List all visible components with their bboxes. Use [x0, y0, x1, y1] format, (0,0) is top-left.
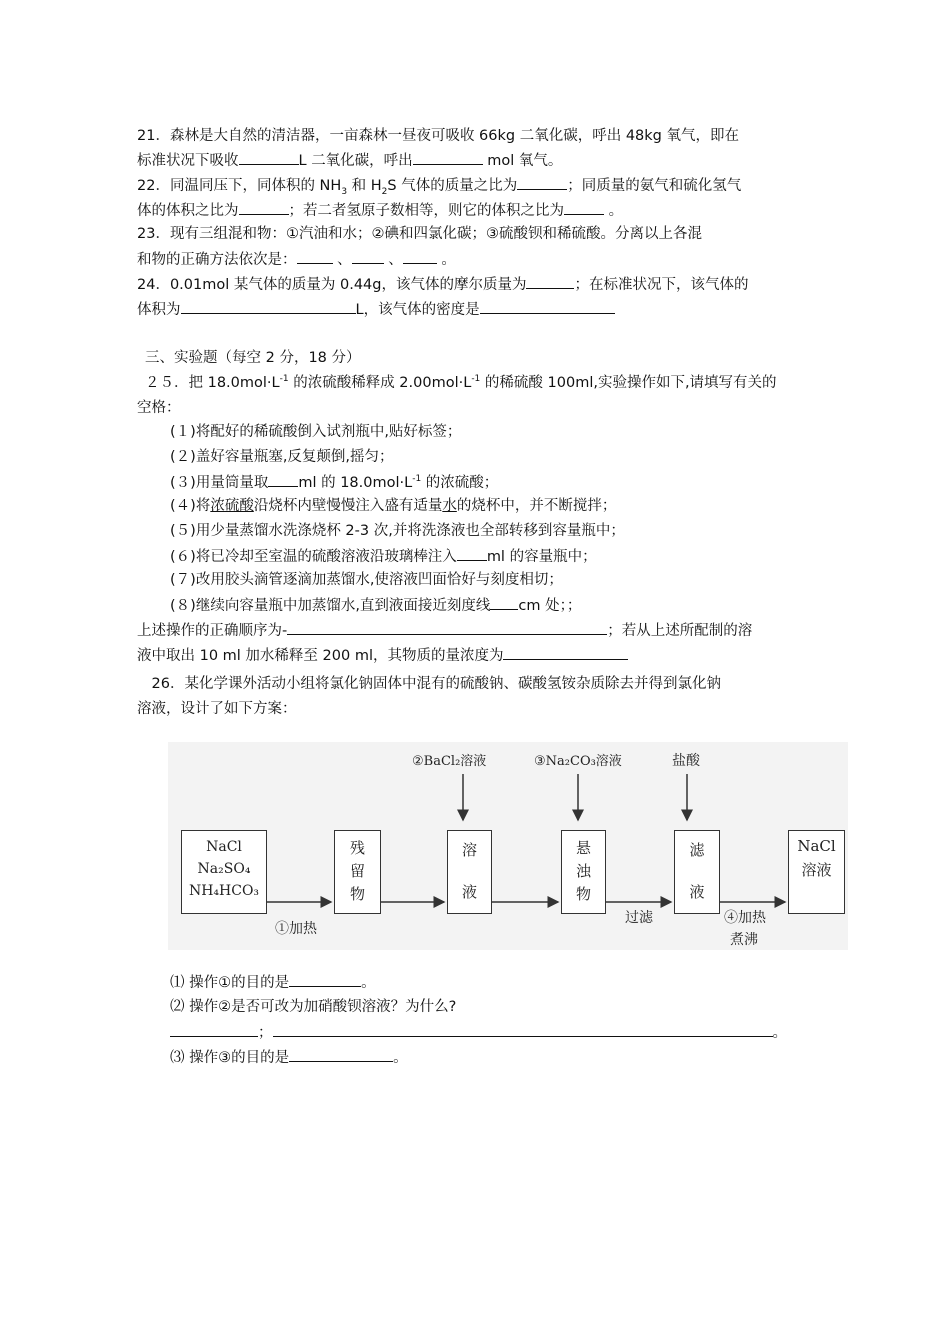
q23-line2: 和物的正确方法依次是： 、 、 。	[137, 247, 817, 273]
q25-line2: 空格：	[137, 400, 181, 416]
answer-blank[interactable]	[287, 618, 607, 635]
q25-line1: ２５．把 $18.0mol\cdot L^{-1}$ 的浓硫酸稀释成 $2.00mol\cdot L^{-1}$ 的稀硫酸 100ml,实验操作如下,请填写有关的	[145, 374, 777, 391]
reagent-hcl: 盐酸	[672, 753, 700, 769]
answer-blank[interactable]	[170, 1020, 258, 1037]
step-6: (６)将已冷却至室温的硫酸溶液沿玻璃棒注入 ml 的容量瓶中；	[170, 544, 850, 570]
answer-blank[interactable]	[564, 198, 604, 215]
op-heat: ①加热	[275, 921, 317, 937]
answer-blank[interactable]	[517, 173, 567, 190]
q25-concentration-line: 液中取出 10 ml 加水稀释至 200 ml，其物质的量浓度为	[137, 643, 817, 669]
box-nacl-solution: NaCl 溶液	[788, 830, 845, 914]
flow-diagram	[168, 742, 848, 950]
op-boil: 煮沸	[730, 932, 758, 948]
answer-blank[interactable]	[239, 148, 299, 165]
step-7: (７)改用胶头滴管逐滴加蒸馏水,使溶液凹面恰好与刻度相切；	[170, 572, 563, 588]
q21-line2: 标准状况下吸收 L 二氧化碳，呼出 mol 氧气。	[137, 148, 817, 174]
reagent-bacl2: ②BaCl₂溶液	[412, 754, 487, 769]
step-1: (１)将配好的稀硫酸倒入试剂瓶中,贴好标签；	[170, 424, 462, 440]
box-mixture: NaCl Na₂SO₄ NH₄HCO₃	[181, 830, 267, 914]
answer-blank[interactable]	[490, 593, 518, 610]
q24-line1: 24．0.01mol 某气体的质量为 0.44g，该气体的摩尔质量为 ；在标准状况下，该气体的	[137, 272, 817, 298]
q26-sub1: ⑴ 操作①的目的是 。	[170, 970, 850, 996]
answer-blank[interactable]	[181, 297, 356, 314]
answer-blank[interactable]	[480, 297, 615, 314]
q25-order-line: 上述操作的正确顺序为- ；若从上述所配制的溶	[137, 618, 817, 644]
answer-blank[interactable]	[289, 1045, 393, 1062]
step-8: (８)继续向容量瓶中加蒸馏水,直到液面接近刻度线 cm 处；；	[170, 593, 850, 619]
answer-blank[interactable]	[268, 470, 298, 487]
step-5: (５)用少量蒸馏水洗涤烧杯 2-3 次,并将洗涤液也全部转移到容量瓶中；	[170, 523, 625, 539]
q22-line2: 体的体积之比为 ；若二者氢原子数相等，则它的体积之比为 。	[137, 198, 817, 224]
section-heading: 三、实验题（每空 2 分，18 分）	[145, 350, 361, 366]
q26-line1: 26．某化学课外活动小组将氯化钠固体中混有的硫酸钠、碳酸氢铵杂质除去并得到氯化钠	[137, 676, 721, 692]
op-heat-boil: ④加热	[724, 910, 766, 926]
answer-blank[interactable]	[273, 1020, 773, 1037]
step-3: (３)用量筒量取 ml 的 $18.0mol\cdot L^{-1}$ 的浓硫酸；	[170, 470, 850, 496]
answer-blank[interactable]	[352, 247, 384, 264]
answer-blank[interactable]	[239, 198, 289, 215]
q24-line2: 体积为 L，该气体的密度是	[137, 297, 817, 323]
reagent-na2co3: ③Na₂CO₃溶液	[534, 754, 622, 769]
answer-blank[interactable]	[297, 247, 333, 264]
answer-blank[interactable]	[403, 247, 437, 264]
op-filter: 过滤	[625, 910, 653, 926]
answer-blank[interactable]	[289, 970, 361, 987]
q26-sub2-answer: ； 。	[170, 1020, 850, 1046]
box-filtrate: 滤 液	[674, 830, 720, 914]
answer-blank[interactable]	[457, 544, 487, 561]
step-2: (２)盖好容量瓶塞,反复颠倒,摇匀；	[170, 449, 394, 465]
answer-blank[interactable]	[413, 148, 483, 165]
q26-sub3: ⑶ 操作③的目的是 。	[170, 1045, 850, 1071]
box-suspension: 悬 浊 物	[561, 830, 606, 914]
step-4: (４)将浓硫酸沿烧杯内壁慢慢注入盛有适量水的烧杯中，并不断搅拌；	[170, 498, 617, 514]
q23-line1: 23．现有三组混和物：①汽油和水；②碘和四氯化碳；③硫酸钡和稀硫酸。分离以上各混	[137, 226, 702, 242]
q22-line1: 22．同温同压下，同体积的 $NH_3$ 和 $H_2S$ 气体的质量之比为 ；同质量的氨气和硫化氢气	[137, 173, 817, 199]
q26-line2: 溶液，设计了如下方案：	[137, 701, 297, 717]
box-solution: 溶 液	[447, 830, 492, 914]
q21-line1: 21．森林是大自然的清洁器，一亩森林一昼夜可吸收 66kg 二氧化碳，呼出 48kg 氧气，即在	[137, 128, 739, 144]
answer-blank[interactable]	[503, 643, 628, 660]
answer-blank[interactable]	[526, 272, 574, 289]
q26-sub2: ⑵ 操作②是否可改为加硝酸钡溶液？为什么?	[170, 999, 457, 1015]
box-residue: 残 留 物	[334, 830, 381, 914]
